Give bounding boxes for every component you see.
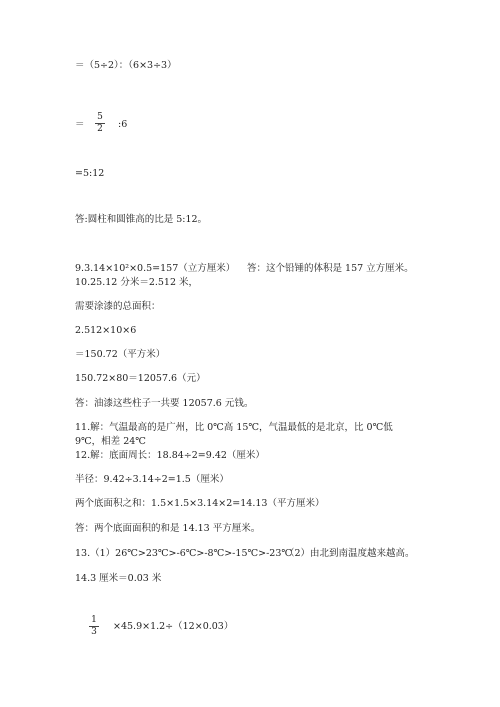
line-q9-calc: 9.3.14×10²×0.5=157（立方厘米） [75,263,236,274]
fraction-numerator-2: 1 [91,615,97,625]
line-q10-convert: 10.25.12 分米＝2.512 米， [75,277,199,288]
line-area-expression: 2.512×10×6 [75,325,137,336]
line-q11-text: 11.解：气温最高的是广州，比 0℃高 15℃，气温最低的是北京，比 0℃低 [75,422,393,433]
fraction-denominator: 2 [97,124,103,134]
line-final-expression: ×45.9×1.2÷（12×0.03） [113,621,234,632]
line-q11-diff: 9℃，相差 24℃ [75,436,146,447]
line-q14-convert: 14.3 厘米＝0.03 米 [75,573,162,584]
line-q9-answer: 答：这个铅锤的体积是 157 立方厘米。 [247,263,414,274]
line-base-area-sum: 两个底面积之和：1.5×1.5×3.14×2=14.13（平方厘米） [75,498,325,509]
ratio-colon-six: :6 [118,119,128,130]
line-q13-part1: 13.（1）26℃>23℃>-6℃>-8℃>-15℃>-23℃ [75,548,292,559]
line-answer-height-ratio: 答:圆柱和圆锥高的比是 5:12。 [75,214,208,225]
line-q13-part2: （2）由北到南温度越来越高。 [285,548,415,559]
line-q12-perimeter: 12.解：底面周长：18.84÷2=9.42（厘米） [75,450,265,461]
line-cost-calc: 150.72×80＝12057.6（元） [75,373,206,384]
line-ratio-result: =5:12 [75,168,105,179]
line-total-area-label: 需要涂漆的总面积： [75,301,161,312]
fraction-numerator: 5 [97,112,103,122]
line-base-area-answer: 答：两个底面面积的和是 14.13 平方厘米。 [75,523,261,534]
line-ratio-expression: ＝（5÷2）：（6×3÷3） [75,60,177,71]
fraction-prefix: ＝ [75,119,85,130]
line-cost-answer: 答：油漆这些柱子一共要 12057.6 元钱。 [75,398,254,409]
line-radius: 半径：9.42÷3.14÷2=1.5（厘米） [75,474,229,485]
line-area-result: ＝150.72（平方米） [75,349,166,360]
fraction-denominator-2: 3 [91,627,97,637]
